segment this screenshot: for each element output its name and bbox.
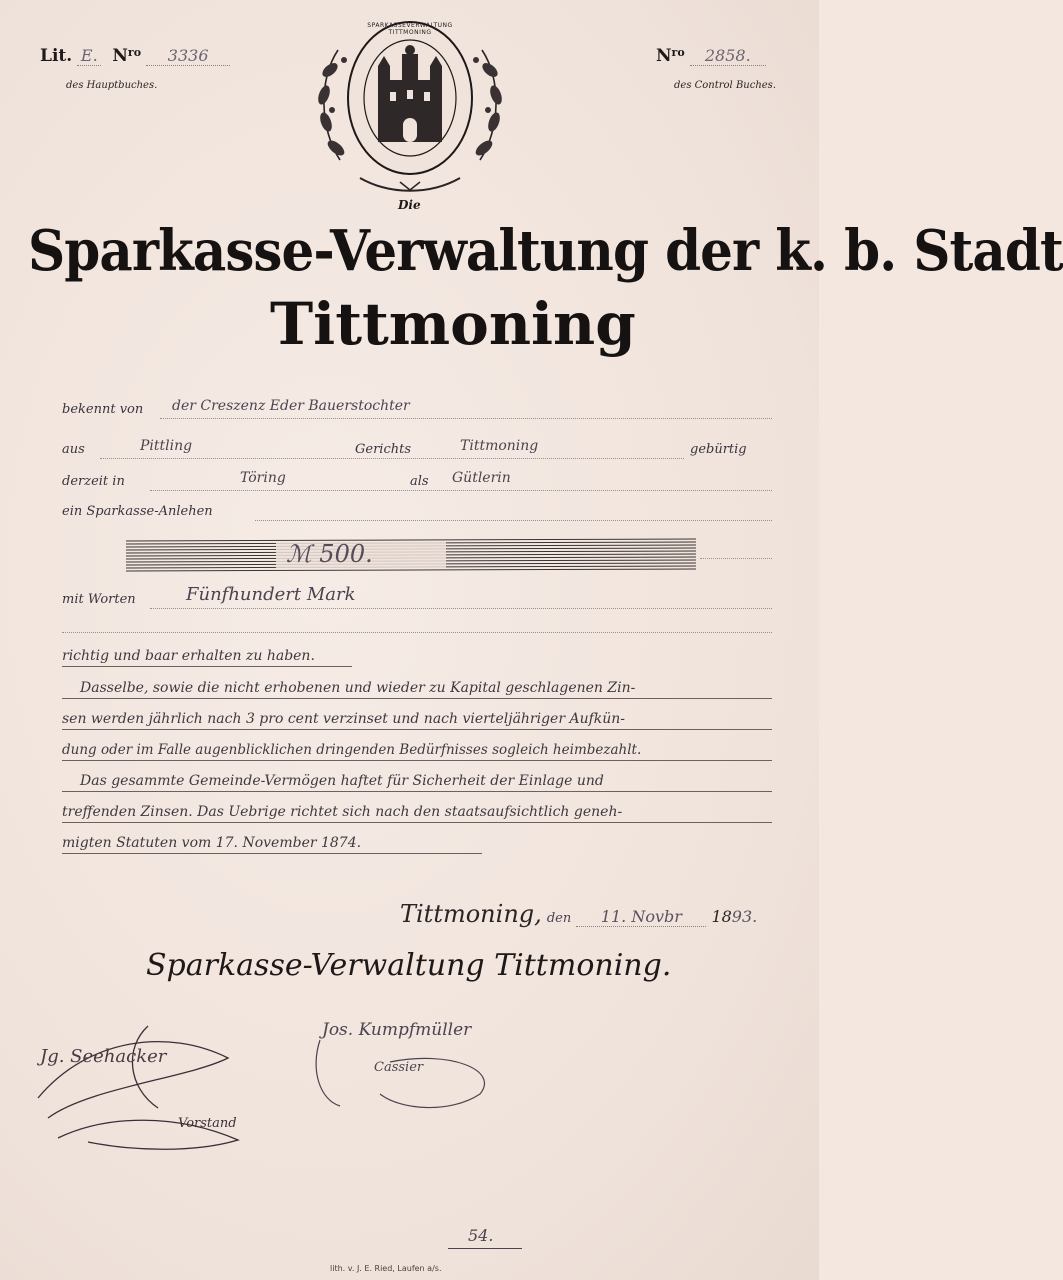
body-line-2: Dasselbe, sowie die nicht erhobenen und wieder zu Kapital geschlagenen Zin- xyxy=(80,680,636,696)
left-signature xyxy=(28,1018,258,1158)
row1-value: der Creszenz Eder Bauerstochter xyxy=(172,398,410,414)
amount-dotline xyxy=(700,558,772,559)
body-rule-2 xyxy=(62,698,772,699)
left-signature-role: Vorstand xyxy=(178,1116,237,1131)
row2-mid: Gerichts xyxy=(355,442,411,457)
seal-emblem-icon xyxy=(300,10,520,200)
hauptbuch-number: 3336 xyxy=(146,46,230,66)
date-year-prefix: 18 xyxy=(711,907,732,926)
body-rule-1 xyxy=(62,666,352,667)
date-den: den xyxy=(546,911,572,926)
signature-flourish-left xyxy=(28,1018,258,1158)
lit-label: Lit. xyxy=(40,46,73,66)
right-signature xyxy=(300,1010,530,1120)
body-line-7: migten Statuten vom 17. November 1874. xyxy=(62,835,362,851)
control-caption: des Control Buches. xyxy=(674,80,776,91)
amount-band xyxy=(126,538,696,572)
row2-end: gebürtig xyxy=(690,442,747,457)
row2-place: Pittling xyxy=(140,438,193,454)
date-place: Tittmoning, xyxy=(400,900,542,928)
control-number: 2858. xyxy=(690,46,766,66)
body-rule-5 xyxy=(62,791,772,792)
left-signature-name: Jg. Seehacker xyxy=(40,1046,167,1067)
no-label-right: $N^{ro}$ xyxy=(656,46,685,66)
body-rule-7 xyxy=(62,853,482,854)
words-dotline xyxy=(150,608,772,609)
row2-court: Tittmoning xyxy=(460,438,539,454)
signature-title: Sparkasse-Verwaltung Tittmoning. xyxy=(146,948,672,983)
date-day: 11. Novbr xyxy=(576,907,706,927)
right-signature-name: Jos. Kumpfmüller xyxy=(322,1020,472,1040)
body-line-1: richtig und baar erhalten zu haben. xyxy=(62,648,315,664)
body-rule-3 xyxy=(62,729,772,730)
title-line-2: Tittmoning xyxy=(270,290,636,358)
body-line-5: Das gesammte Gemeinde-Vermögen haftet für Sicherheit der Einlage und xyxy=(80,773,604,789)
amount-value: ℳ 500. xyxy=(286,540,373,568)
body-line-6: treffenden Zinsen. Das Uebrige richtet sich nach den staatsaufsichtlich geneh- xyxy=(62,804,623,820)
body-line-4: dung oder im Falle augenblicklichen dringenden Bedürfnisses sogleich heimbezahlt. xyxy=(62,742,642,758)
header-left xyxy=(40,46,230,66)
body-line-3: sen werden jährlich nach 3 pro cent verzinset und nach vierteljähriger Aufkün- xyxy=(62,711,626,727)
die-label: Die xyxy=(398,198,421,212)
row3-place: Töring xyxy=(240,470,286,486)
date-year-suffix: 93. xyxy=(731,907,758,926)
no-label-left: $N^{ro}$ xyxy=(112,46,142,66)
lit-value: E. xyxy=(77,46,101,66)
header-right xyxy=(656,46,766,66)
hauptbuch-caption: des Hauptbuches. xyxy=(66,80,158,91)
row3-mid: als xyxy=(410,474,429,489)
row4-dotline xyxy=(255,520,772,521)
body-rule-6 xyxy=(62,822,772,823)
words-label: mit Worten xyxy=(62,592,136,607)
seal-ring-text: SPARKASSEVERWALTUNG TITTMONING xyxy=(367,22,453,36)
body-rule-4 xyxy=(62,760,772,761)
blank-dotline xyxy=(62,632,772,633)
date-line xyxy=(400,900,757,928)
page-number-rule xyxy=(448,1248,522,1249)
row3-value: Gütlerin xyxy=(452,470,511,486)
row1-dotline xyxy=(160,418,772,419)
row4-label: ein Sparkasse-Anlehen xyxy=(62,504,213,519)
title-line-1: Sparkasse-Verwaltung der k. b. Stadt xyxy=(28,218,1063,284)
printer-credit: lith. v. J. E. Ried, Laufen a/s. xyxy=(330,1264,442,1273)
row1-label: bekennt von xyxy=(62,402,144,417)
row2-dotline xyxy=(100,458,684,459)
words-value: Fünfhundert Mark xyxy=(186,584,356,605)
amount-band-lines xyxy=(126,538,696,572)
row3-label: derzeit in xyxy=(62,474,125,489)
row3-dotline xyxy=(150,490,772,491)
row2-label: aus xyxy=(62,442,85,457)
city-seal xyxy=(300,10,520,200)
page-number: 54. xyxy=(468,1226,494,1245)
right-signature-role: Cassier xyxy=(374,1060,424,1075)
